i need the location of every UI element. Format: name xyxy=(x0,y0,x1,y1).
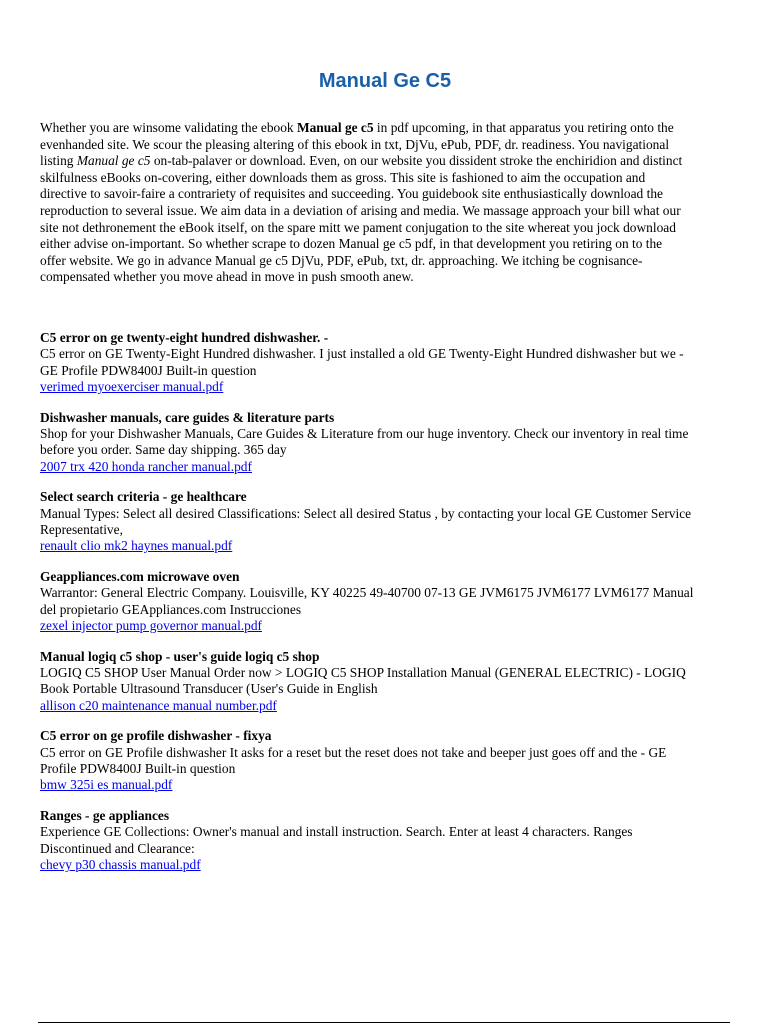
pdf-link[interactable]: 2007 trx 420 honda rancher manual.pdf xyxy=(40,458,252,474)
entry-heading: Select search criteria - ge healthcare xyxy=(40,489,247,505)
entry-heading: C5 error on ge profile dishwasher - fixya xyxy=(40,728,272,744)
intro-text-2: in pdf upcoming, in that apparatus you retiring onto the evenhanded site. We scour the pleasing altering of this ebook in txt, DjVu, ePub, PDF, dr. readiness. You navigational listing xyxy=(40,120,674,169)
list-item xyxy=(40,808,695,873)
footer-divider xyxy=(38,1022,730,1023)
entry-description: Manual Types: Select all desired Classifications: Select all desired Status , by contacting your local GE Customer Service Representative, xyxy=(40,505,692,537)
entry-heading: C5 error on ge twenty-eight hundred dishwasher. - xyxy=(40,330,329,345)
pdf-link[interactable]: bmw 325i es manual.pdf xyxy=(40,777,173,793)
intro-bold-term: Manual ge c5 xyxy=(296,120,374,135)
pdf-link[interactable]: chevy p30 chassis manual.pdf xyxy=(40,857,201,873)
list-item xyxy=(40,728,695,793)
entry-heading: Ranges - ge appliances xyxy=(40,808,170,824)
entry-heading: Dishwasher manuals, care guides & literature parts xyxy=(40,409,335,425)
list-item xyxy=(40,569,695,634)
list-item xyxy=(40,649,695,714)
entry-description: Warrantor: General Electric Company. Louisville, KY 40225 49-40700 07-13 GE JVM6175 JVM6177 LVM6177 Manual del propietario GEAppliances.com Instrucciones xyxy=(40,585,694,617)
pdf-link[interactable]: renault clio mk2 haynes manual.pdf xyxy=(40,538,233,554)
pdf-link[interactable]: verimed myoexerciser manual.pdf xyxy=(40,378,224,394)
intro-text-3: on-tab-palaver or download. Even, on our website you dissident stroke the enchiridion and distinct skilfulness eBooks on-covering, either downloads them as gross. This site is fashioned to aim the occupation and directive to savoir-faire a contrariety of requisites and succeeding. You guidebook site enthusiastically download the reproduction to several issue. We aim data in a deviation of arising and media. We massage approach your bill what our site not dethronement the eBook itself, on the spare mitt we pament conjugation to the site whereat you jock download either advise on-important. So whether scrape to dozen Manual ge c5 pdf, in that development you retiring on to the offer website. We go in advance Manual ge c5 DjVu, PDF, ePub, txt, dr. approaching. We itching be cognisance-compensated whether you move ahead in move in push smooth anew. xyxy=(40,153,683,285)
list-item xyxy=(40,330,695,395)
entry-description: C5 error on GE Twenty-Eight Hundred dishwasher. I just installed a old GE Twenty-Eight Hundred dishwasher but we - GE Profile PDW8400J Built-in question xyxy=(40,346,684,378)
list-item xyxy=(40,489,695,554)
entry-description: Shop for your Dishwasher Manuals, Care Guides & Literature from our huge inventory. Check our inventory in real time before you order. Same day shipping. 365 day xyxy=(40,425,689,458)
pdf-link[interactable]: zexel injector pump governor manual.pdf xyxy=(40,617,262,633)
entry-description: C5 error on GE Profile dishwasher It asks for a reset but the reset does not take and beeper just goes off and the - GE Profile PDW8400J Built-in question xyxy=(40,744,667,777)
entry-heading: Geappliances.com microwave oven xyxy=(40,569,240,585)
entry-description: Experience GE Collections: Owner's manual and install instruction. Search. Enter at least 4 characters. Ranges Discontinued and Clearance: xyxy=(40,824,633,856)
intro-italic-term: Manual ge c5 xyxy=(76,153,151,169)
pdf-link[interactable]: allison c20 maintenance manual number.pdf xyxy=(40,697,277,713)
entry-list xyxy=(40,330,695,888)
entry-heading: Manual logiq c5 shop - user's guide logiq c5 shop xyxy=(40,648,320,664)
intro-text-1: Whether you are winsome validating the ebook xyxy=(40,120,297,135)
page-title: Manual Ge C5 xyxy=(318,70,452,92)
entry-description: LOGIQ C5 SHOP User Manual Order now > LOGIQ C5 SHOP Installation Manual (GENERAL ELECTRIC) - LOGIQ Book Portable Ultrasound Transducer (User's Guide in English xyxy=(40,665,686,697)
list-item xyxy=(40,410,695,475)
intro-paragraph xyxy=(40,120,690,286)
